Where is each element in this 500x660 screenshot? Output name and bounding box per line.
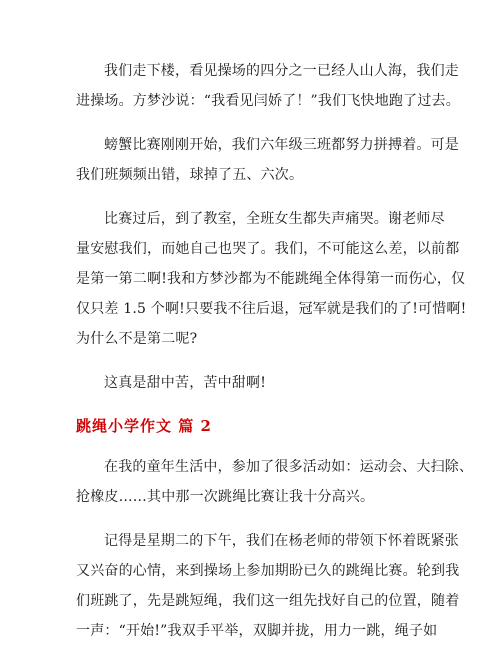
text-line: 我们走下楼，看见操场的四分之一已经人山人海，我们走 <box>104 63 459 79</box>
paragraph-3 <box>76 204 467 354</box>
text-line: 我们班频频出错，球掉了五、六次。 <box>76 167 304 183</box>
paragraph-1 <box>76 56 460 116</box>
text-line: 又兴奋的心情，来到操场上参加期盼已久的跳绳比赛。轮到我 <box>76 563 460 579</box>
paragraph-5 <box>76 452 474 512</box>
section-title: 跳绳小学作文 篇 2 <box>76 417 212 435</box>
text-line: 比赛过后，到了教室，全班女生都失声痛哭。谢老师尽 <box>104 211 445 227</box>
text-line: 量安慰我们，而她自己也哭了。我们，不可能这么差，以前都 <box>76 241 460 257</box>
paragraph-2 <box>76 130 459 190</box>
text-line: 螃蟹比赛刚刚开始，我们六年级三班都努力拼搏着。可是 <box>104 137 459 153</box>
text-line: 为什么不是第二呢? <box>76 331 198 347</box>
text-line: 们班跳了，先是跳短绳，我们这一组先找好自己的位置，随着 <box>76 593 460 609</box>
text-line: 记得是星期二的下午，我们在杨老师的带领下怀着既紧张 <box>104 533 459 549</box>
text-line: 是第一第二啊!我和方梦沙都为不能跳绳全体得第一而伤心，仅 <box>76 271 466 287</box>
text-line: 抢橡皮……其中那一次跳绳比赛让我十分高兴。 <box>76 489 375 505</box>
text-line: 在我的童年生活中，参加了很多活动如：运动会、大扫除、 <box>104 459 474 475</box>
text-line: 一声：“开始!”我双手平举，双脚并拢，用力一跳，绳子如 <box>76 623 438 639</box>
text-line: 进操场。方梦沙说：“我看见闫娇了！”我们飞快地跑了过去。 <box>76 93 460 109</box>
paragraph-6 <box>76 526 460 646</box>
paragraph-4 <box>76 368 424 398</box>
text-line: 这真是甜中苦，苦中甜啊! <box>104 375 267 391</box>
document-page <box>76 56 474 660</box>
text-line: 仅只差 1.5 个啊!只要我不往后退，冠军就是我们的了!可惜啊! <box>76 301 467 317</box>
